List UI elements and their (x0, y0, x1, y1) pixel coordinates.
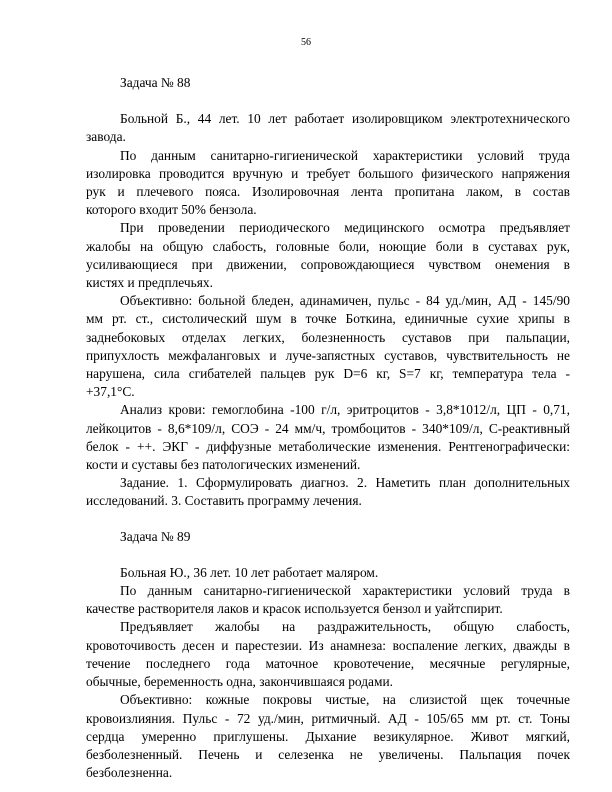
text-line: Больной Б., 44 лет. 10 лет работает изолировщиком электротехнического (120, 111, 570, 127)
text-line: Объективно: кожные покровы чистые, на слизистой щек точечные (120, 692, 570, 708)
task-88 (86, 74, 570, 511)
text-line: жалобы на общую слабость, головные боли, ноющие боли в суставах рук, (86, 238, 570, 254)
text-line: безболезненна. (86, 765, 173, 781)
text-line: исследований. 3. Составить программу лечения. (86, 493, 362, 509)
paragraph (86, 292, 570, 401)
text-line: обычные, беременность одна, закончившаяся родами. (86, 674, 393, 690)
text-line: течение последнего года маточное кровотечение, месячные регулярные, (86, 655, 570, 671)
task-title: Задача № 88 (120, 75, 191, 90)
text-line: усиливающиеся при движении, сопровождающиеся чувством онемения в (86, 256, 570, 272)
text-line: +37,1°С. (86, 384, 135, 400)
text-line: завода. (86, 129, 126, 145)
paragraph (86, 147, 570, 220)
text-line: нарушена, сила сгибателей пальцев рук D=6 кг, S=7 кг, температура тела - (86, 366, 570, 382)
text-line: белок - ++. ЭКГ - диффузные метаболические изменения. Рентгенографически: (86, 438, 570, 454)
task-body (86, 110, 570, 510)
text-line: рук и плечевого пояса. Изолировочная лента пропитана лаком, в состав (86, 184, 570, 200)
paragraph (86, 618, 570, 691)
text-line: заднебоковых отделах легких, болезненность суставов при пальпации, (86, 329, 570, 345)
paragraph (86, 401, 570, 474)
paragraph (86, 582, 570, 618)
text-line: Предъявляет жалобы на раздражительность, общую слабость, (120, 619, 570, 635)
text-line: При проведении периодического медицинского осмотра предъявляет (120, 220, 570, 236)
text-line: которого входит 50% бензола. (86, 202, 257, 218)
task-title: Задача № 89 (120, 528, 191, 544)
text-line: припухлость межфаланговых и луче-запястных суставов, чувствительность не (86, 347, 570, 363)
text-line: кистях и предплечьях. (86, 275, 213, 291)
text-line: кровоизлияния. Пульс - 72 уд./мин, ритмичный. АД - 105/65 мм рт. ст. Тоны (86, 710, 570, 726)
text-line: Анализ крови: гемоглобина -100 г/л, эритроцитов - 3,8*1012/л, ЦП - 0,71, (120, 402, 570, 418)
paragraph (86, 564, 570, 582)
text-line: Больная Ю., 36 лет. 10 лет работает маляром. (120, 564, 379, 580)
text-line: изолировка проводится вручную и требует большого физического напряжения (86, 165, 570, 181)
text-line: По данным санитарно-гигиенической характеристики условий труда (120, 147, 570, 163)
task-body (86, 564, 570, 782)
text-line: кровоточивость десен и парестезии. Из анамнеза: воспаление легких, дважды в (86, 637, 570, 653)
paragraph (86, 110, 570, 146)
text-line: безболезненный. Печень и селезенка не увеличены. Пальпация почек (86, 746, 570, 762)
paragraph (86, 219, 570, 292)
paragraph (86, 691, 570, 782)
page-content (86, 74, 570, 782)
text-line: кости и суставы без патологических изменений. (86, 457, 361, 473)
text-line: качестве растворителя лаков и красок используется бензол и уайтспирит. (86, 601, 503, 617)
text-line: мм рт. ст., систолический шум в точке Боткина, единичные сухие хрипы в (86, 311, 570, 327)
paragraph (86, 474, 570, 510)
text-line: Задание. 1. Сформулировать диагноз. 2. Наметить план дополнительных (120, 475, 570, 491)
text-line: Объективно: больной бледен, адинамичен, пульс - 84 уд./мин, АД - 145/90 (120, 293, 570, 309)
text-line: По данным санитарно-гигиенической характеристики условий труда в (120, 583, 570, 599)
text-line: сердца умеренно приглушены. Дыхание везикулярное. Живот мягкий, (86, 728, 570, 744)
text-line: лейкоцитов - 8,6*109/л, СОЭ - 24 мм/ч, тромбоцитов - 340*109/л, С-реактивный (86, 420, 570, 436)
task-89 (86, 528, 570, 783)
page-number: 56 (301, 37, 311, 48)
